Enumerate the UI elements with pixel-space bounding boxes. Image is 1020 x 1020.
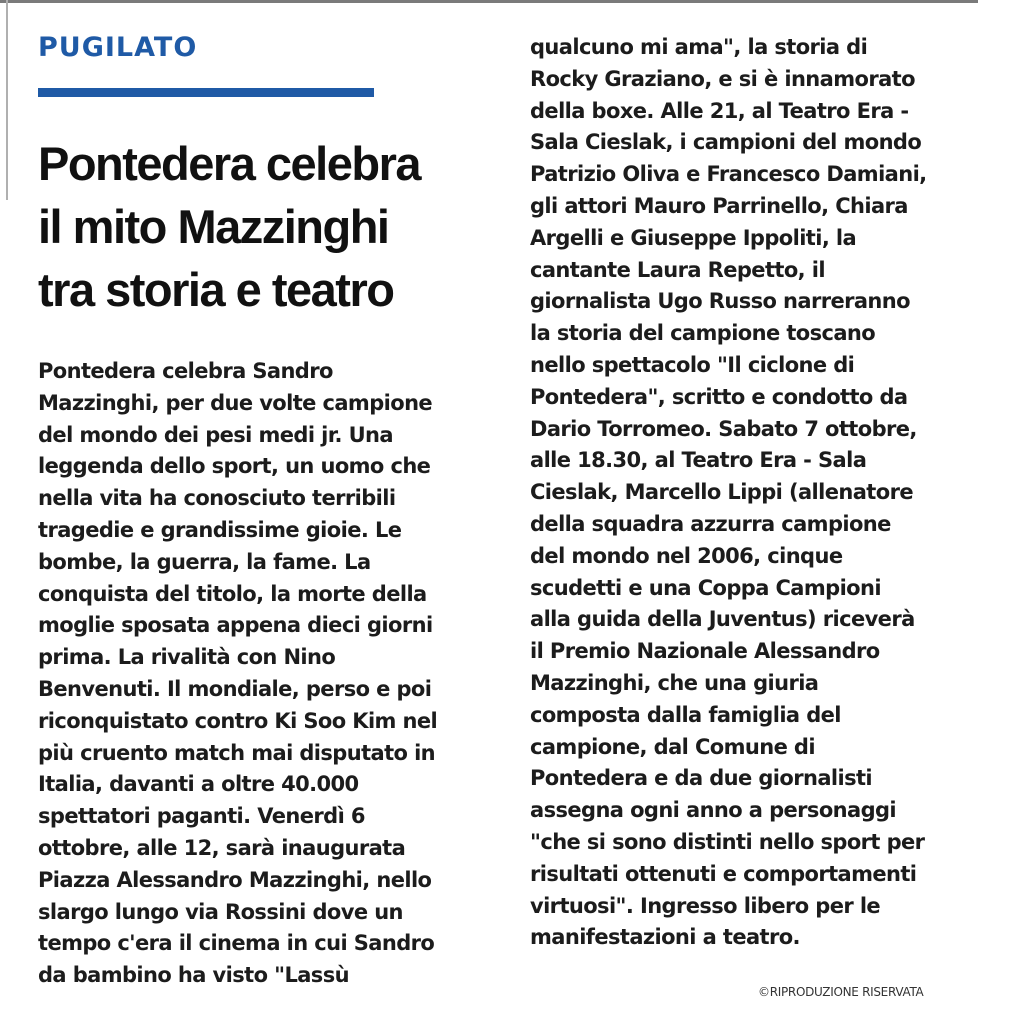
body-line: manifestazioni a teatro.: [530, 925, 800, 950]
body-line: "che si sono distinti nello sport per: [530, 829, 925, 854]
body-line: della boxe. Alle 21, al Teatro Era -: [530, 98, 909, 123]
body-line: cantante Laura Repetto, il: [530, 257, 825, 282]
body-line: Italia, davanti a oltre 40.000: [38, 772, 359, 797]
body-line: da bambino ha visto "Lassù: [38, 963, 349, 988]
body-line: qualcuno mi ama", la storia di: [530, 35, 868, 59]
body-line: Mazzinghi, per due volte campione: [38, 390, 433, 415]
body-line: il Premio Nazionale Alessandro: [530, 639, 880, 664]
body-line: del mondo nel 2006, cinque: [530, 543, 843, 568]
body-line: tragedie e grandissime gioie. Le: [38, 517, 402, 542]
body-column-right: [530, 32, 992, 954]
body-line: composta dalla famiglia del: [530, 702, 841, 727]
body-line: tempo c'era il cinema in cui Sandro: [38, 931, 435, 956]
kicker-underline: [38, 88, 374, 97]
copyright-notice: ©RIPRODUZIONE RISERVATA: [758, 985, 924, 999]
body-line: assegna ogni anno a personaggi: [530, 798, 897, 823]
body-line: gli attori Mauro Parrinello, Chiara: [530, 193, 908, 218]
body-line: conquista del titolo, la morte della: [38, 581, 427, 606]
body-line: moglie sposata appena dieci giorni: [38, 613, 433, 638]
headline-line: il mito Mazzinghi: [38, 200, 389, 253]
body-line: più cruento match mai disputato in: [38, 740, 436, 765]
headline-line: tra storia e teatro: [38, 263, 394, 316]
left-column-rule: [6, 0, 8, 200]
body-line: leggenda dello sport, un uomo che: [38, 454, 431, 479]
headline-line: Pontedera celebra: [38, 137, 421, 190]
body-line: Patrizio Oliva e Francesco Damiani,: [530, 162, 927, 187]
body-line: Argelli e Giuseppe Ippoliti, la: [530, 225, 857, 250]
body-line: Dario Torromeo. Sabato 7 ottobre,: [530, 416, 917, 441]
body-line: spettatori paganti. Venerdì 6: [38, 804, 365, 829]
body-line: alle 18.30, al Teatro Era - Sala: [530, 448, 867, 473]
body-line: campione, dal Comune di: [530, 734, 815, 759]
body-line: Piazza Alessandro Mazzinghi, nello: [38, 867, 432, 892]
headline: [38, 132, 488, 321]
body-line: alla guida della Juventus) riceverà: [530, 607, 915, 632]
body-line: Benvenuti. Il mondiale, perso e poi: [38, 676, 432, 701]
body-line: del mondo dei pesi medi jr. Una: [38, 422, 393, 447]
body-line: riconquistato contro Ki Soo Kim nel: [38, 708, 438, 733]
body-line: Sala Cieslak, i campioni del mondo: [530, 130, 922, 155]
body-line: virtuosi". Ingresso libero per le: [530, 893, 881, 918]
body-line: slargo lungo via Rossini dove un: [38, 899, 403, 924]
body-line: prima. La rivalità con Nino: [38, 645, 336, 670]
body-line: Cieslak, Marcello Lippi (allenatore: [530, 480, 913, 505]
body-line: la storia del campione toscano: [530, 321, 876, 346]
body-line: bombe, la guerra, la fame. La: [38, 549, 371, 574]
body-line: nello spettacolo "Il ciclone di: [530, 352, 855, 377]
body-line: Mazzinghi, che una giuria: [530, 670, 819, 695]
body-line: ottobre, alle 12, sarà inaugurata: [38, 835, 406, 860]
body-line: scudetti e una Coppa Campioni: [530, 575, 881, 600]
body-line: Pontedera celebra Sandro: [38, 359, 333, 383]
body-line: della squadra azzurra campione: [530, 511, 891, 536]
body-line: nella vita ha conosciuto terribili: [38, 486, 396, 511]
body-line: Pontedera", scritto e condotto da: [530, 384, 908, 409]
body-column-left: [38, 356, 500, 992]
section-kicker: PUGILATO: [38, 32, 198, 63]
body-line: giornalista Ugo Russo narreranno: [530, 289, 910, 314]
top-rule: [0, 0, 978, 3]
body-line: risultati ottenuti e comportamenti: [530, 861, 917, 886]
body-line: Pontedera e da due giornalisti: [530, 766, 873, 791]
body-line: Rocky Graziano, e si è innamorato: [530, 66, 915, 91]
